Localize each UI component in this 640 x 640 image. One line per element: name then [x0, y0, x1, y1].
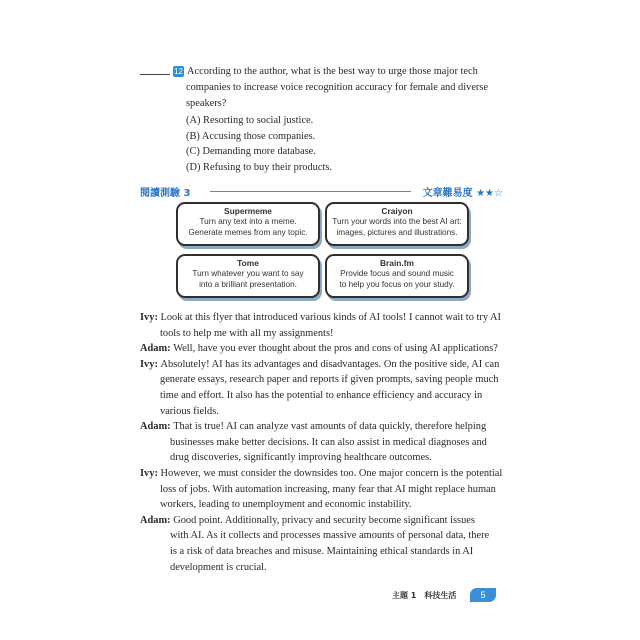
dialogue-line: tools to help me with all my assignments!: [160, 327, 334, 339]
card-name: Brain.fm: [380, 258, 414, 268]
dialogue-line: That is true! AI can analyze vast amounts of data quickly, therefore helping: [173, 421, 487, 433]
card-craiyon: [325, 202, 469, 246]
dialogue-turn: Ivy: However, we must consider the downsides too. One major concern is the potential loss of jobs. With automation increasing, many fear that AI might replace human workers, leading to unemployment and economic instability.: [140, 466, 505, 513]
option-a[interactable]: (A) Resorting to social justice.: [186, 115, 314, 126]
dialogue: [140, 310, 505, 575]
options-list: [186, 113, 520, 175]
card-desc-line2: Generate memes from any topic.: [188, 227, 308, 237]
dialogue-line: loss of jobs. With automation increasing, many fear that AI might replace human: [160, 483, 496, 495]
dialogue-line: with AI. As it collects and processes massive amounts of personal data, there: [170, 530, 490, 542]
dialogue-line: generate essays, research paper and reports if given prompts, saving people much: [160, 374, 499, 386]
question-block: [140, 64, 520, 175]
dialogue-turn: Adam: Well, have you ever thought about the pros and cons of using AI applications?: [140, 343, 498, 355]
question-text-line2: companies to increase voice recognition accuracy for female and diverse: [186, 82, 489, 93]
answer-blank[interactable]: [140, 64, 170, 75]
card-desc-line1: Provide focus and sound music: [340, 269, 454, 278]
option-c[interactable]: (C) Demanding more database.: [186, 146, 316, 157]
dialogue-line: drug discoveries, significantly improving healthcare outcomes.: [170, 452, 432, 464]
card-name: Craiyon: [381, 206, 413, 216]
dialogue-line: Good point. Additionally, privacy and security become significant issues: [173, 514, 475, 526]
option-b[interactable]: (B) Accusing those companies.: [186, 130, 316, 142]
card-desc-line2: images, pictures and illustrations.: [336, 227, 458, 237]
dialogue-line: workers, leading to unemployment and economic instability.: [160, 499, 412, 511]
dialogue-line: Look at this flyer that introduced various kinds of AI tools! I cannot wait to try AI: [160, 312, 502, 323]
dialogue-turn: Ivy: Look at this flyer that introduced various kinds of AI tools! I cannot wait to try AI tools to help me with all my assignments!: [140, 310, 505, 341]
speaker-name: Ivy: [140, 312, 155, 323]
speaker-name: Adam: [140, 514, 168, 526]
card-desc-line1: Turn whatever you want to say: [192, 269, 304, 278]
speaker-name: Ivy: [140, 467, 155, 479]
card-tome: [176, 254, 320, 298]
difficulty-rating: [423, 184, 503, 199]
card-desc-line1: Turn your words into the best AI art:: [332, 217, 462, 226]
card-supermeme: [176, 202, 320, 246]
difficulty-label: 文章難易度: [422, 188, 473, 199]
speaker-name: Adam: [140, 421, 168, 433]
star-icon: ★★☆: [476, 188, 503, 199]
dialogue-turn: Adam: That is true! AI can analyze vast amounts of data quickly, therefore helping businesses make better decisions. It can also assist in medical diagnoses and drug discoveries, significantly improving healthcare outcomes.: [140, 419, 505, 466]
dialogue-line: development is crucial.: [170, 561, 267, 573]
speaker-name: Adam: [140, 343, 168, 355]
card-name: Tome: [237, 258, 259, 268]
dialogue-line: Absolutely! AI has its advantages and disadvantages. On the positive side, AI can: [160, 358, 500, 370]
dialogue-line: various fields.: [160, 405, 219, 417]
page-footer: [392, 588, 502, 604]
dialogue-turn: Ivy: Absolutely! AI has its advantages and disadvantages. On the positive side, AI can generate essays, research paper and reports if given prompts, saving people much time and effort. It also has the potential to enhance efficiency and accuracy in various fields.: [140, 357, 505, 419]
dialogue-line: businesses make better decisions. It can also assist in medical diagnoses and: [170, 436, 487, 448]
dialogue-turn: Adam: Good point. Additionally, privacy and security become significant issues with AI. As it collects and processes massive amounts of personal data, there is a risk of data breaches and misuse. Maintaining ethical standards in AI development is crucial.: [140, 513, 505, 575]
section-divider: [210, 191, 411, 192]
page-number: 5: [470, 588, 496, 602]
card-brainfm: [325, 254, 469, 298]
question-text-line1: According to the author, what is the best way to urge those major tech: [187, 66, 478, 77]
card-desc-line2: to help you focus on your study.: [339, 279, 455, 289]
question-text-line3: speakers?: [186, 98, 227, 109]
footer-topic: 主題 1 科技生活: [392, 591, 457, 600]
question-number: 12: [174, 67, 183, 76]
option-d[interactable]: (D) Refusing to buy their products.: [186, 161, 333, 173]
dialogue-line: However, we must consider the downsides too. One major concern is the potential: [160, 467, 503, 479]
section-title: 閱讀測驗 3: [140, 188, 191, 199]
card-desc-line1: Turn any text into a meme.: [199, 217, 297, 226]
dialogue-line: is a risk of data breaches and misuse. Maintaining ethical standards in AI: [170, 545, 474, 557]
card-name: Supermeme: [224, 206, 272, 216]
card-desc-line2: into a brilliant presentation.: [199, 279, 297, 289]
section-header: [140, 184, 503, 198]
dialogue-line: Well, have you ever thought about the pros and cons of using AI applications?: [173, 343, 498, 355]
speaker-name: Ivy: [140, 358, 155, 370]
dialogue-line: time and effort. It also has the potential to enhance efficiency and accuracy in: [160, 389, 483, 401]
